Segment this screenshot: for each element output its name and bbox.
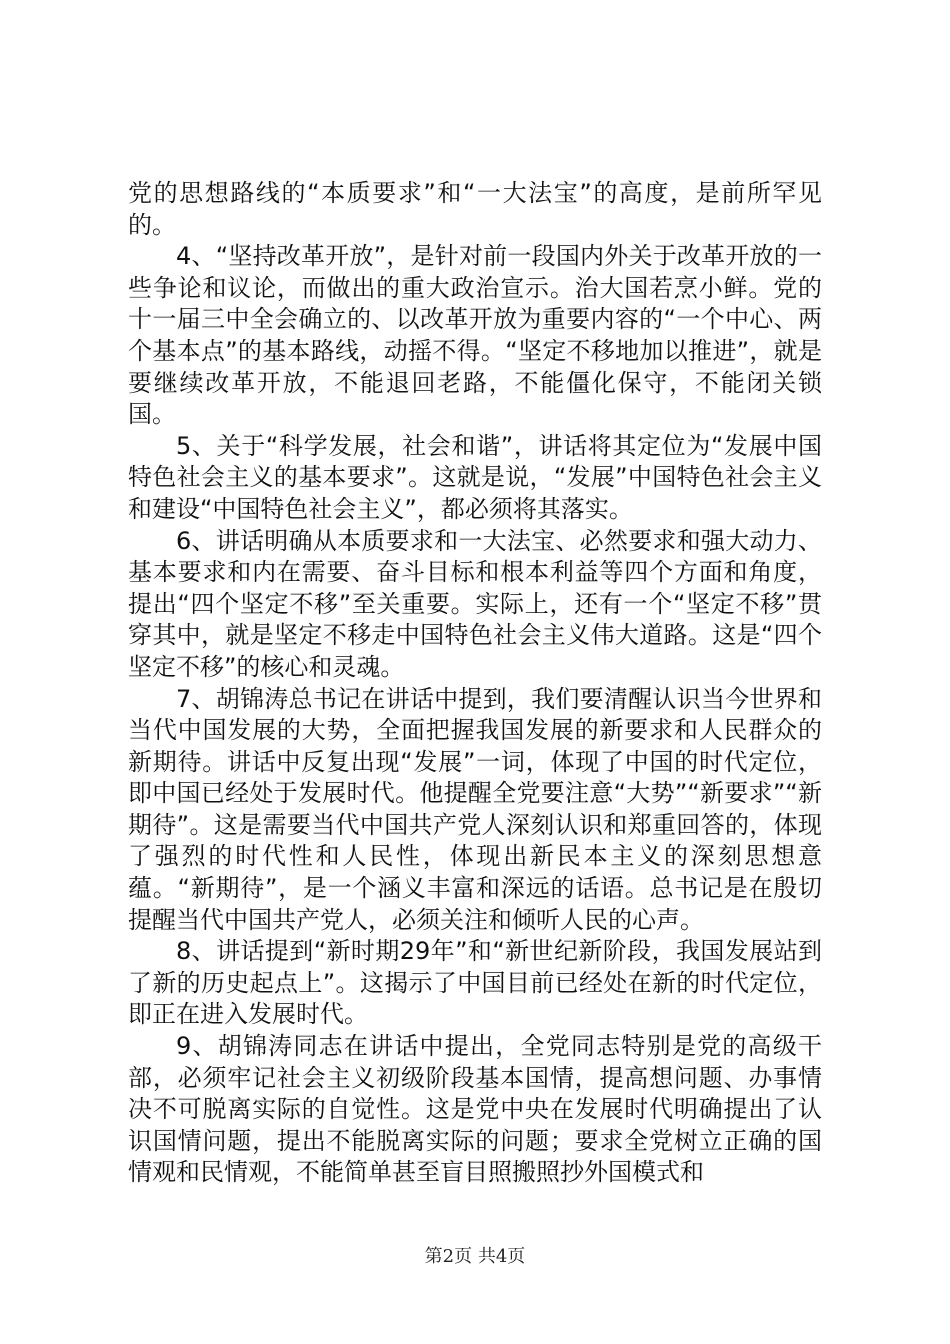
document-body <box>128 178 822 1189</box>
page-number-label: 第2页 共4页 <box>424 1246 526 1267</box>
paragraph: 4、“坚持改革开放”，是针对前一段国内外关于改革开放的一些争论和议论，而做出的重大政治宣示。治大国若烹小鲜。党的十一届三中全会确立的、以改革开放为重要内容的“一个中心、两个基本点”的基本路线，动摇不得。“坚定不移地加以推进”，就是要继续改革开放，不能退回老路，不能僵化保守，不能闭关锁国。 <box>128 242 822 429</box>
paragraph: 党的思想路线的“本质要求”和“一大法宝”的高度，是前所罕见的。 <box>128 179 822 239</box>
paragraph: 7、胡锦涛总书记在讲话中提到，我们要清醒认识当今世界和当代中国发展的大势，全面把握我国发展的新要求和人民群众的新期待。讲话中反复出现“发展”一词，体现了中国的时代定位，即中国已经处于发展时代。他提醒全党要注意“大势”“新要求”“新期待”。这是需要当代中国共产党人深刻认识和郑重回答的，体现了强烈的时代性和人民性，体现出新民本主义的深刻思想意蕴。“新期待”，是一个涵义丰富和深远的话语。总书记是在殷切提醒当代中国共产党人，必须关注和倾听人民的心声。 <box>128 684 822 934</box>
paragraph: 6、讲话明确从本质要求和一大法宝、必然要求和强大动力、基本要求和内在需要、奋斗目标和根本利益等四个方面和角度，提出“四个坚定不移”至关重要。实际上，还有一个“坚定不移”贯穿其中，就是坚定不移走中国特色社会主义伟大道路。这是“四个坚定不移”的核心和灵魂。 <box>128 526 822 681</box>
page-footer <box>0 1245 950 1269</box>
paragraph: 9、胡锦涛同志在讲话中提出，全党同志特别是党的高级干部，必须牢记社会主义初级阶段基本国情，提高想问题、办事情决不可脱离实际的自觉性。这是党中央在发展时代明确提出了认识国情问题，提出不能脱离实际的问题；要求全党树立正确的国情观和民情观，不能简单甚至盲目照搬照抄外国模式和 <box>128 1032 822 1187</box>
paragraph: 8、讲话提到“新时期29年”和“新世纪新阶段，我国发展站到了新的历史起点上”。这揭示了中国目前已经处在新的时代定位，即正在进入发展时代。 <box>128 937 822 1029</box>
paragraph: 5、关于“科学发展，社会和谐”，讲话将其定位为“发展中国特色社会主义的基本要求”。这就是说，“发展”中国特色社会主义和建设“中国特色社会主义”，都必须将其落实。 <box>128 431 822 523</box>
